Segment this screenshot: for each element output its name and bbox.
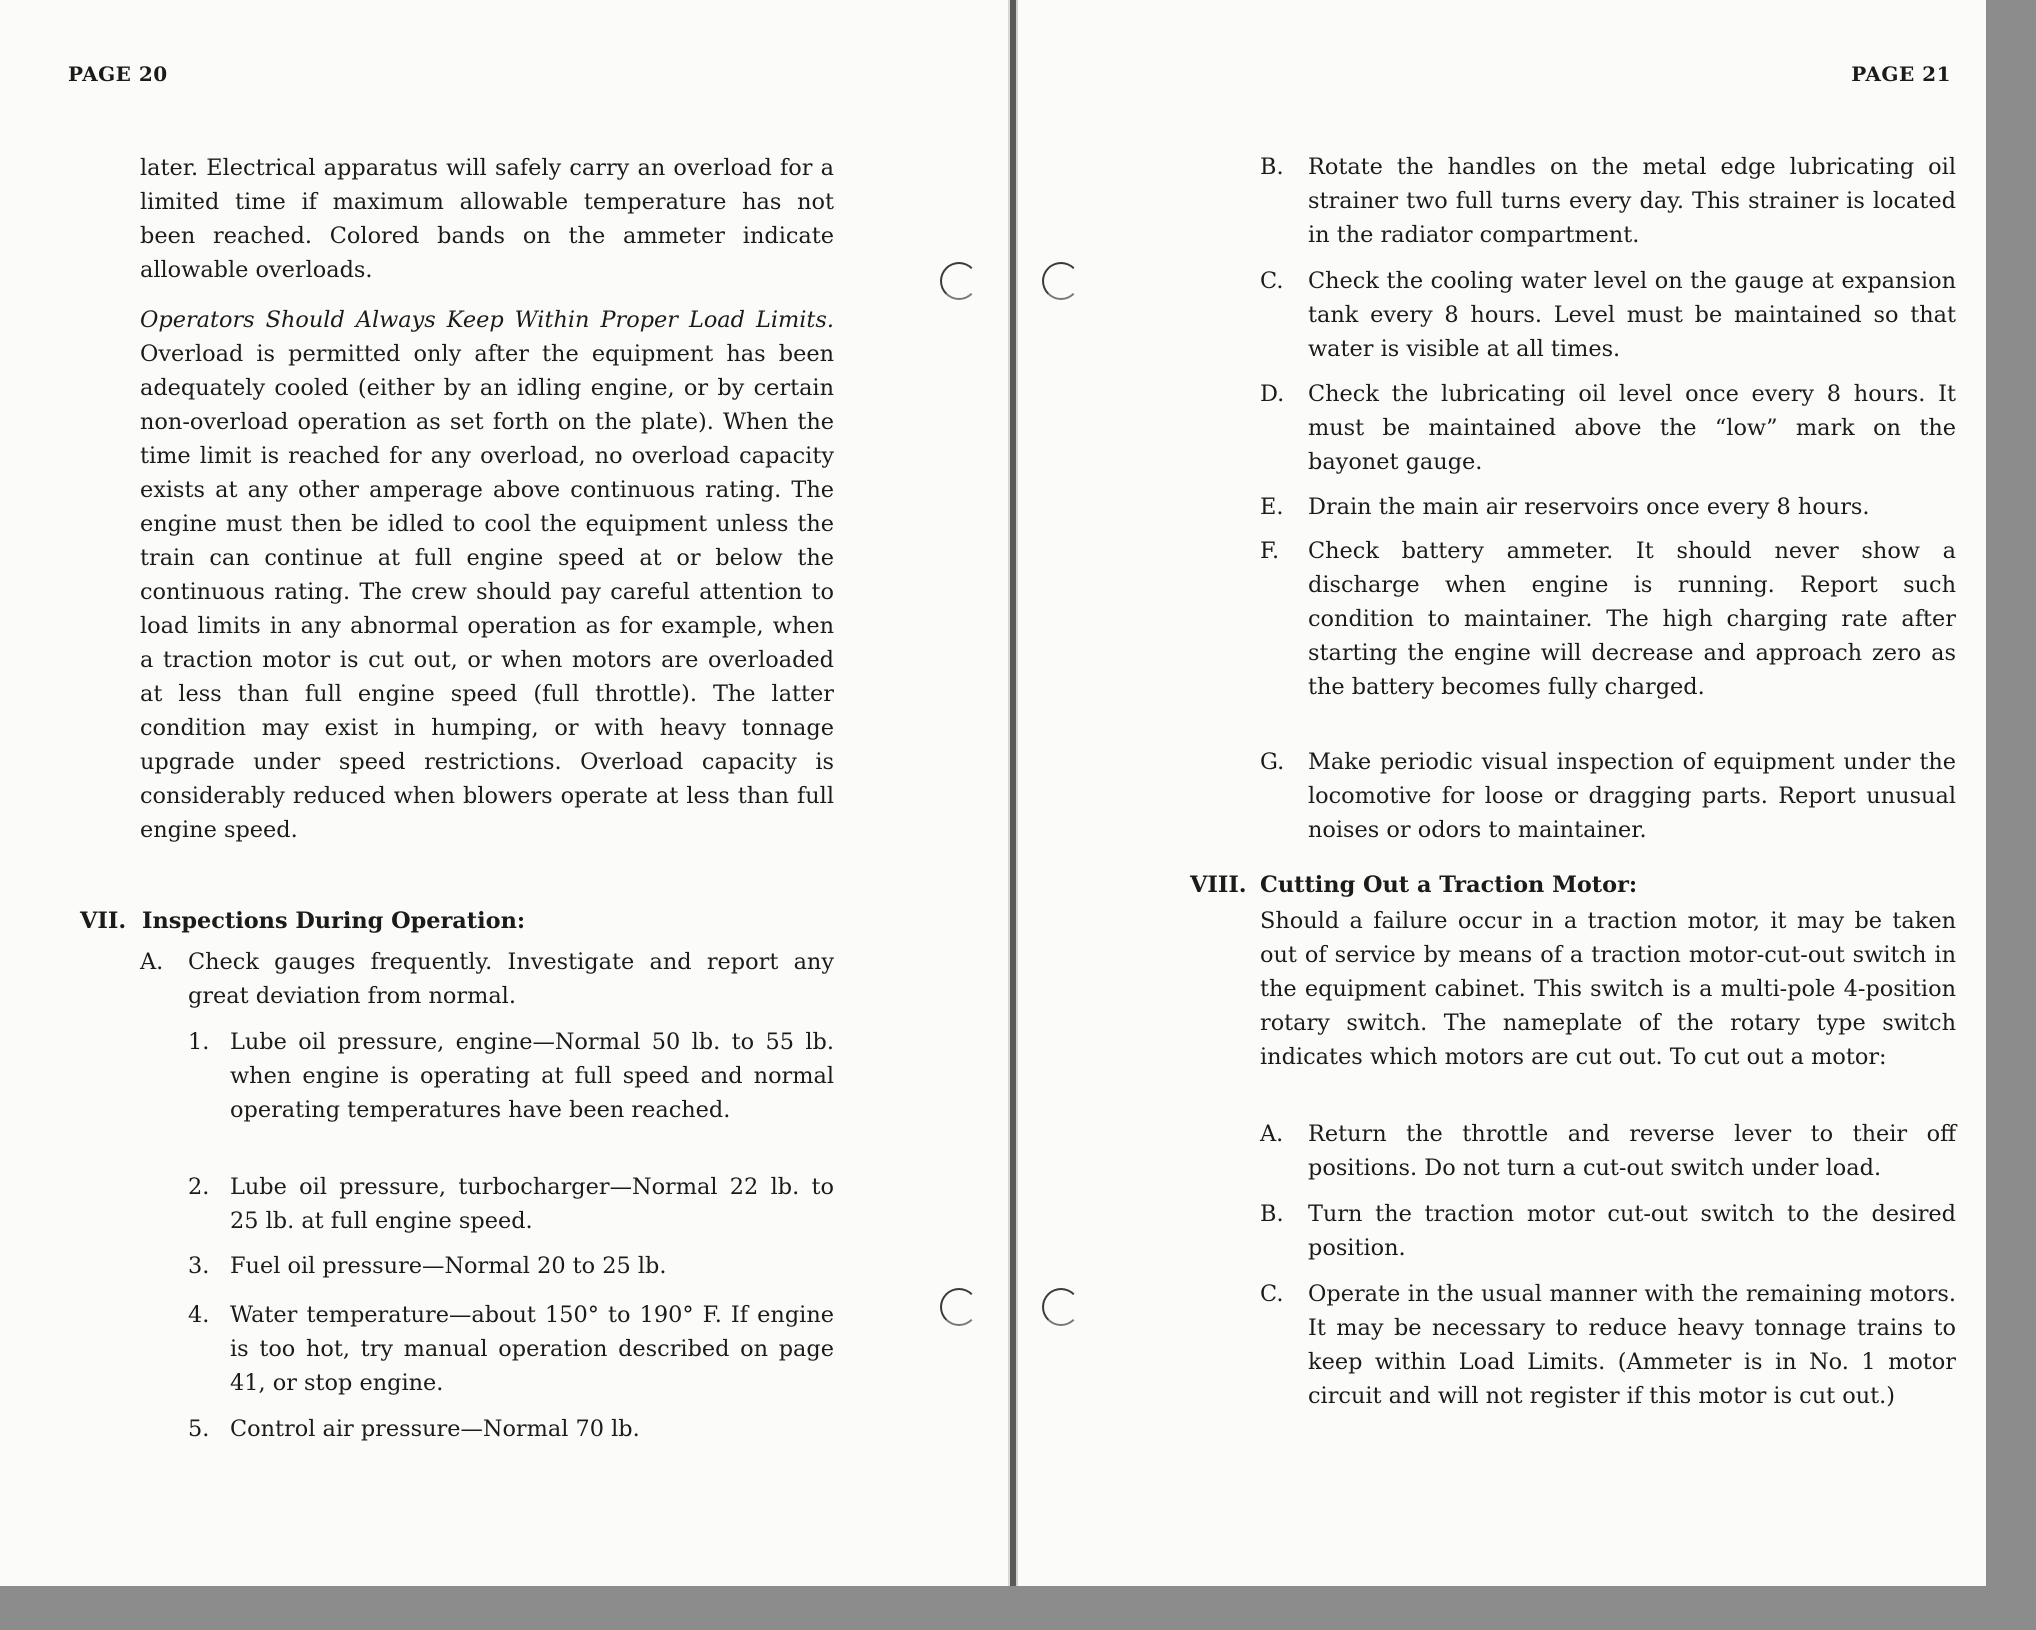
section-vii-label: VII. [80, 908, 127, 934]
section-vii-item-a: A. Check gauges frequently. Investigate and report any great deviation from normal. [140, 949, 834, 1009]
operators-text: Overload is permitted only after the equipment has been adequately cooled (either by an idling engine, or by certain non-overload operation as set forth on the plate). When the time limit is reached for any overload, no overload capacity exists at any other amperage above continuous rating. The engine must then be idled to cool the equipment unless the train can continue at full engine speed at or below the continuous rating. The crew should pay careful attention to load limits in any abnormal operation as for example, when a traction motor is cut out, or when motors are overloaded at less than full engine speed (full throttle). The latter condition may exist in humping, or with heavy tonnage upgrade under speed restrictions. Overload capacity is considerably reduced when blowers operate at less than full engine speed. [140, 341, 834, 843]
gauge-item-4: 4. Water temperature—about 150° to 190° F. If engine is too hot, try manual operation described on page 41, or stop engine. [188, 1302, 834, 1396]
left-page [0, 0, 1010, 1586]
gauge-item-1: 1. Lube oil pressure, engine—Normal 50 lb. to 55 lb. when engine is operating at full speed and normal operating temperatures have been reached. [188, 1029, 834, 1123]
binder-hole-lower-right [1042, 1288, 1080, 1326]
operators-paragraph [140, 303, 834, 847]
operators-emphasis: Operators Should Always Keep Within Proper Load Limits. [140, 307, 834, 333]
section-viii-intro: Should a failure occur in a traction motor, it may be taken out of service by means of a traction motor-cut-out switch in the equipment cabinet. This switch is a multi-pole 4-position rotary switch. The nameplate of the rotary type switch indicates which motors are cut out. To cut out a motor: [1260, 908, 1956, 1070]
check-item-c: C. Check the cooling water level on the gauge at expansion tank every 8 hours. Level must be maintained so that water is visible at all times. [1260, 268, 1956, 362]
check-item-f: F. Check battery ammeter. It should never show a discharge when engine is running. Report such condition to maintainer. The high charging rate after starting the engine will decrease and approach zero as the battery becomes fully charged. [1260, 538, 1956, 700]
section-vii-title: Inspections During Operation: [142, 908, 526, 934]
binder-hole-lower-left [940, 1288, 978, 1326]
continuation-paragraph [140, 151, 834, 287]
continuation-text: later. Electrical apparatus will safely carry an overload for a limited time if maximum allowable temperature has not been reached. Colored bands on the ammeter indicate allowable overloads. [140, 155, 834, 283]
section-viii-heading [1190, 868, 1956, 902]
section-viii-label: VIII. [1190, 872, 1247, 898]
section-vii-heading [80, 904, 840, 938]
gauge-item-3: 3. Fuel oil pressure—Normal 20 to 25 lb. [188, 1253, 667, 1279]
gauge-item-2: 2. Lube oil pressure, turbocharger—Normal 22 lb. to 25 lb. at full engine speed. [188, 1174, 834, 1234]
page-number-right: PAGE 21 [1851, 62, 1951, 86]
cutout-step-b: B. Turn the traction motor cut-out switch to the desired position. [1260, 1201, 1956, 1261]
check-item-g: G. Make periodic visual inspection of equipment under the locomotive for loose or dragging parts. Report unusual noises or odors to maintainer. [1260, 749, 1956, 843]
right-page [1016, 0, 1986, 1586]
check-item-d: D. Check the lubricating oil level once every 8 hours. It must be maintained above the “low” mark on the bayonet gauge. [1260, 381, 1956, 475]
page-number-left: PAGE 20 [68, 62, 168, 86]
binder-hole-upper-left [940, 262, 978, 300]
cutout-step-c: C. Operate in the usual manner with the remaining motors. It may be necessary to reduce heavy tonnage trains to keep within Load Limits. (Ammeter is in No. 1 motor circuit and will not register if this motor is cut out.) [1260, 1281, 1956, 1409]
check-item-b: B. Rotate the handles on the metal edge lubricating oil strainer two full turns every day. This strainer is located in the radiator compartment. [1260, 154, 1956, 248]
section-viii-title: Cutting Out a Traction Motor: [1260, 872, 1638, 898]
binder-hole-upper-right [1042, 262, 1080, 300]
gauge-item-5: 5. Control air pressure—Normal 70 lb. [188, 1416, 640, 1442]
check-item-e: E. Drain the main air reservoirs once every 8 hours. [1260, 494, 1870, 520]
cutout-step-a: A. Return the throttle and reverse lever to their off positions. Do not turn a cut-out switch under load. [1260, 1121, 1956, 1181]
